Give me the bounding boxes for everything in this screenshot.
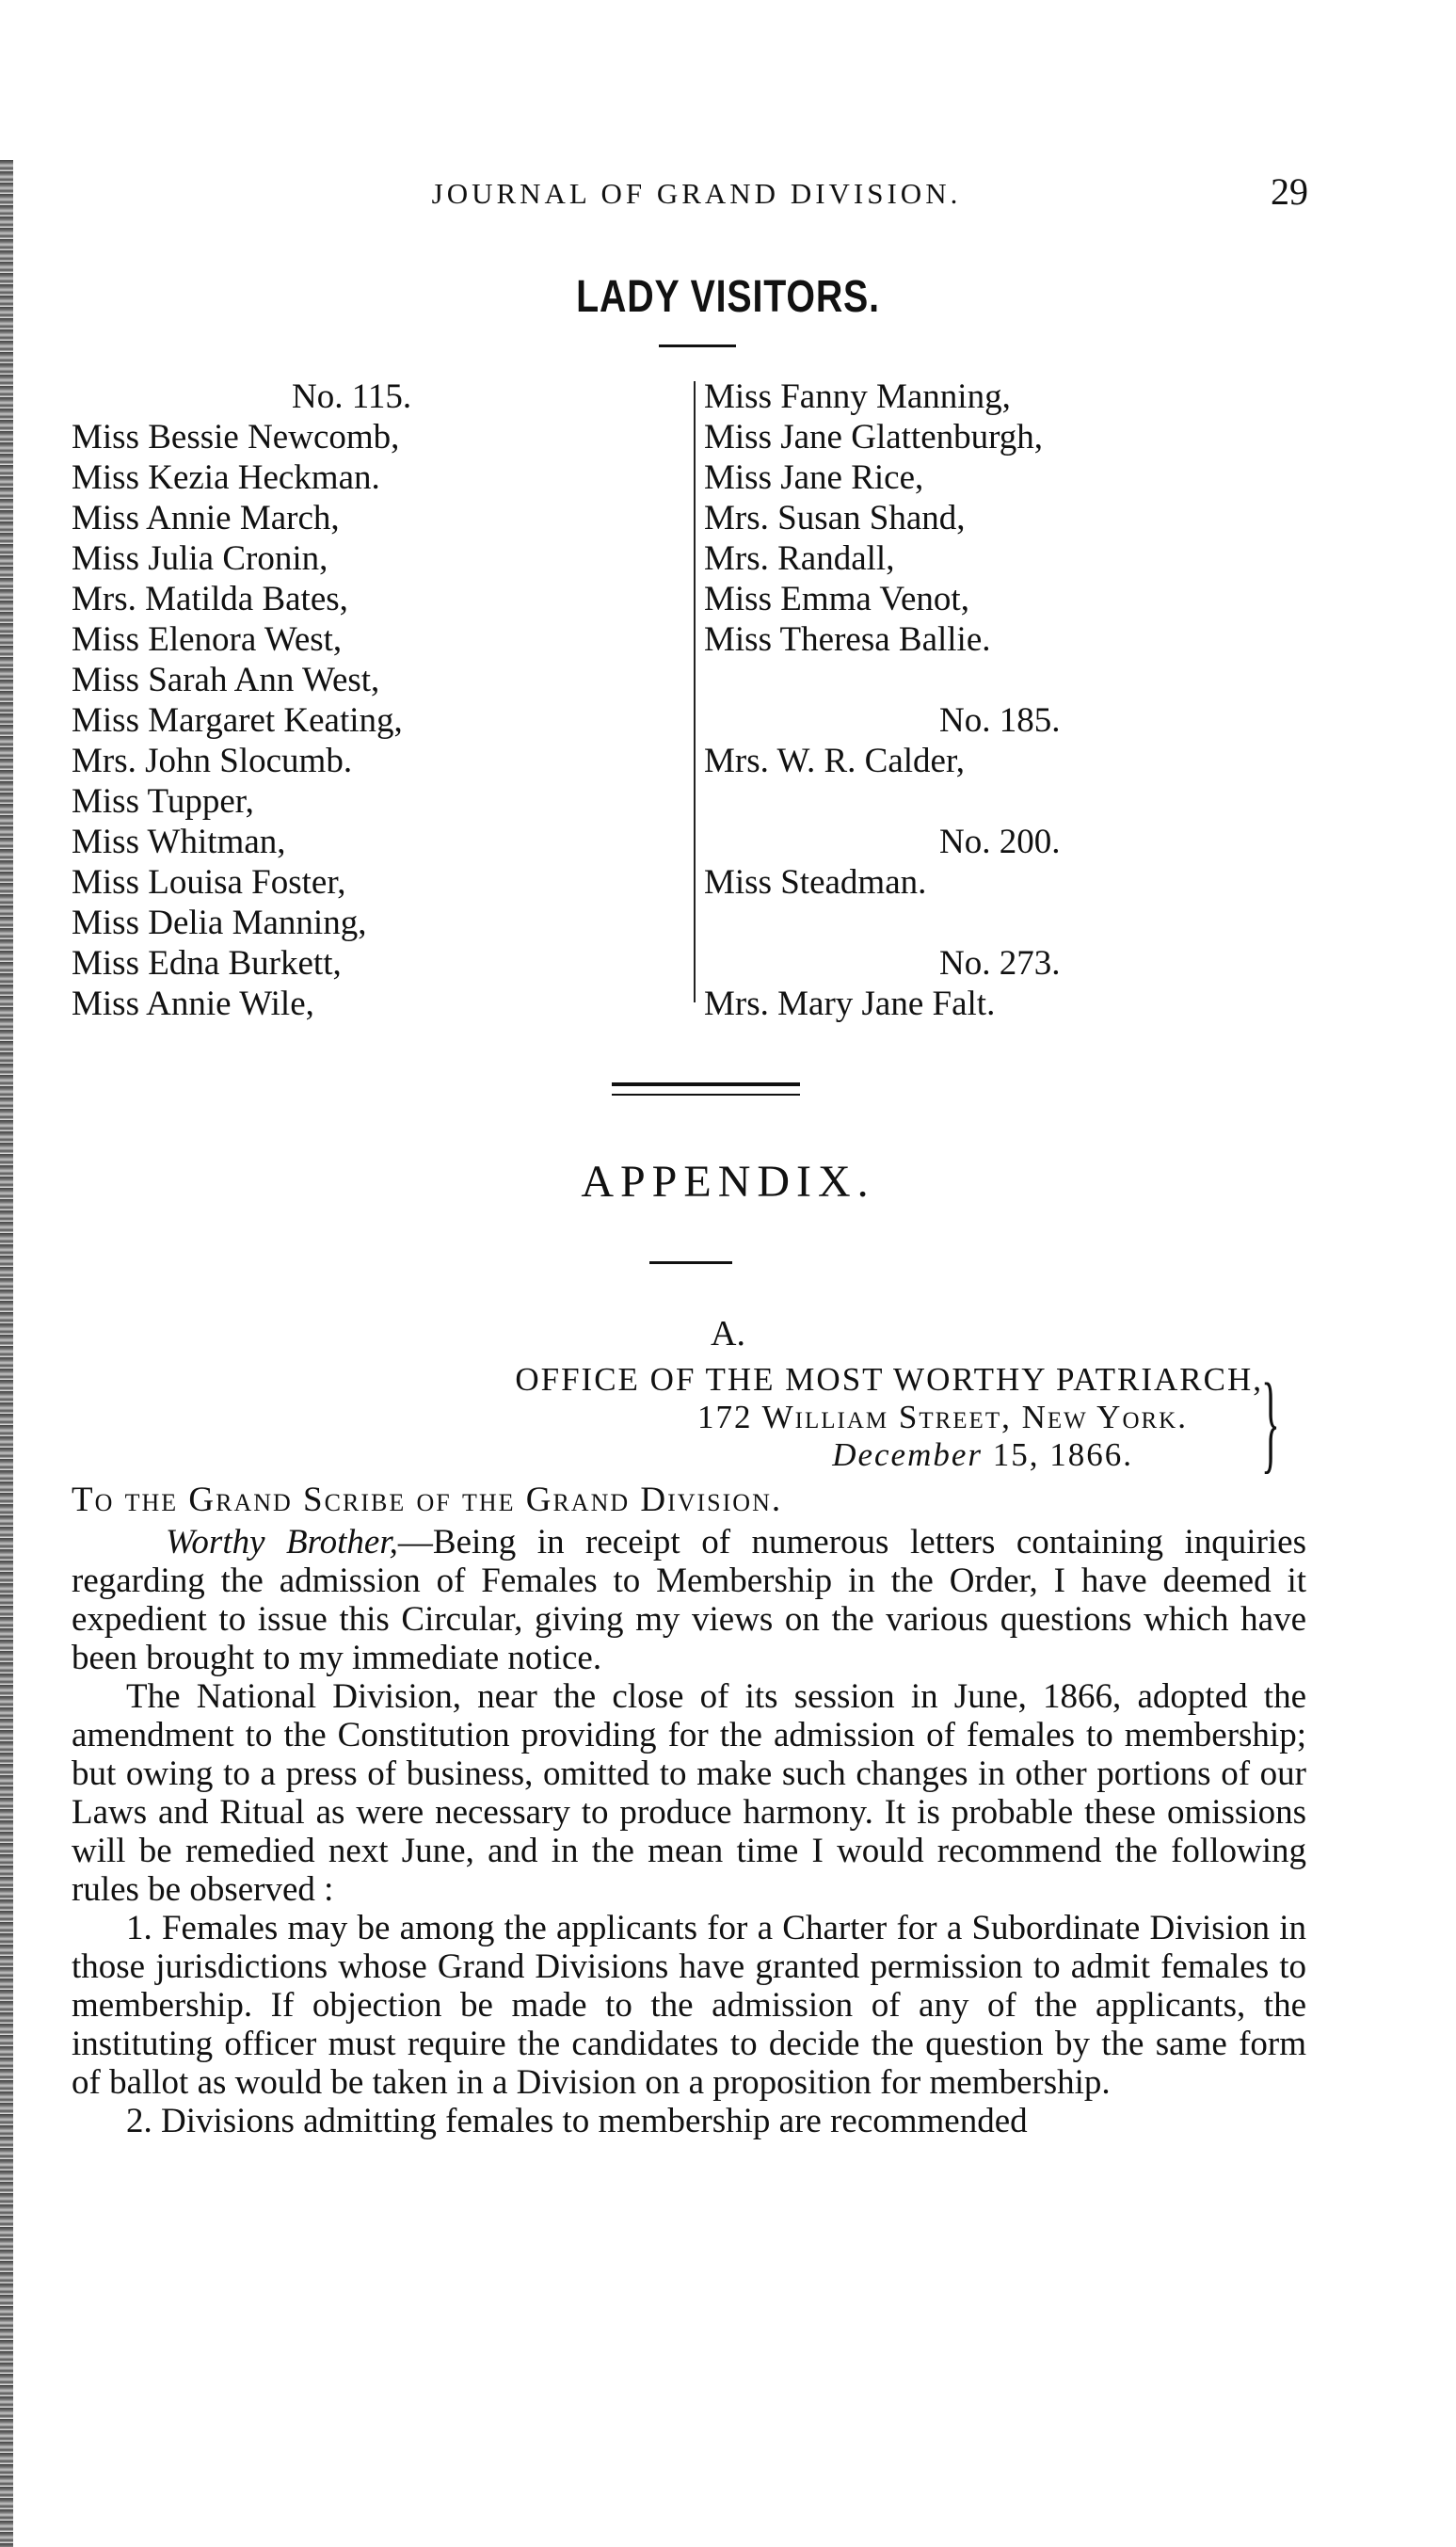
group-heading: No. 185. bbox=[939, 701, 1061, 740]
section-divider-thick bbox=[612, 1082, 800, 1086]
list-item: Mrs. W. R. Calder, bbox=[704, 742, 966, 780]
list-item: Miss Edna Burkett, bbox=[72, 944, 342, 983]
list-item: Miss Tupper, bbox=[72, 782, 254, 821]
left-column bbox=[72, 376, 693, 1024]
running-title: JOURNAL OF GRAND DIVISION. bbox=[431, 177, 962, 210]
group-heading: No. 200. bbox=[939, 823, 1061, 861]
list-item: Miss Fanny Manning, bbox=[704, 377, 1011, 416]
brace-glyph: } bbox=[1261, 1360, 1280, 1483]
paragraph: 1. Females may be among the applicants for a Charter for a Subordinate Division in those jurisdictions whose Grand Divisions have granted permission to admit females to membership. If objection be made to the admission of any of the applicants, the instituting officer must require the candidates to decide the question by the same form of ballot as would be taken in a Division on a proposition for membership. bbox=[72, 1909, 1306, 2102]
column-divider bbox=[694, 381, 696, 1002]
salutation: Worthy Brother, bbox=[166, 1523, 398, 1562]
list-item: Miss Louisa Foster, bbox=[72, 863, 346, 902]
group-heading: No. 273. bbox=[939, 944, 1061, 983]
paragraph bbox=[72, 1523, 1306, 1677]
section-divider-thin bbox=[612, 1094, 800, 1096]
office-line: OFFICE OF THE MOST WORTHY PATRIARCH, bbox=[515, 1361, 1263, 1398]
group-heading: No. 115. bbox=[292, 377, 412, 416]
list-item: Miss Margaret Keating, bbox=[72, 701, 403, 740]
letter-heading bbox=[331, 1361, 1263, 1474]
list-item: Miss Jane Glattenburgh, bbox=[704, 418, 1044, 457]
appendix-letter: A. bbox=[711, 1314, 745, 1354]
appendix-rule bbox=[649, 1261, 732, 1264]
list-item: Miss Elenora West, bbox=[72, 620, 343, 659]
list-item: Miss Jane Rice, bbox=[704, 458, 924, 497]
list-item: Mrs. Randall, bbox=[704, 539, 895, 578]
title-rule bbox=[659, 344, 736, 347]
letter-body bbox=[72, 1523, 1306, 2140]
section-title: LADY VISITORS. bbox=[576, 272, 880, 322]
address-line: 172 William Street, New York. bbox=[696, 1399, 1188, 1435]
list-item: Miss Theresa Ballie. bbox=[704, 620, 991, 659]
list-item: Miss Bessie Newcomb, bbox=[72, 418, 400, 457]
list-item: Mrs. John Slocumb. bbox=[72, 742, 353, 780]
paragraph: The National Division, near the close of its session in June, 1866, adopted the amendment to the Constitution providing for the admission of females to membership; but owing to a press of business, omitted to make such changes in other portions of our Laws and Ritual as were necessary to produce harmony. It is probable these omissions will be remedied next June, and in the mean time I would recommend the following rules be observed : bbox=[72, 1677, 1306, 1909]
list-item: Miss Julia Cronin, bbox=[72, 539, 328, 578]
list-item: Miss Whitman, bbox=[72, 823, 286, 861]
date-line bbox=[331, 1436, 1263, 1474]
list-item: Miss Annie March, bbox=[72, 499, 340, 537]
list-item: Miss Emma Venot, bbox=[704, 580, 969, 618]
paragraph: 2. Divisions admitting females to membership are recommended bbox=[126, 2102, 1028, 2140]
right-column bbox=[704, 376, 1382, 1024]
list-item: Miss Steadman. bbox=[704, 863, 927, 902]
date-day-year: 15, 1866. bbox=[983, 1436, 1133, 1473]
paragraph-text: —Being in receipt of numerous letters containing inquiries regarding the admission of Females to Membership in the Order, I have deemed it expedient to issue this Circular, giving my views on the various questions which have been brought to my immediate notice. bbox=[72, 1523, 1307, 1677]
addressee-line: To the Grand Scribe of the Grand Division. bbox=[72, 1481, 783, 1519]
list-item: Miss Sarah Ann West, bbox=[72, 661, 380, 699]
appendix-title: APPENDIX. bbox=[581, 1157, 875, 1207]
list-item: Miss Delia Manning, bbox=[72, 904, 367, 942]
date-month: December bbox=[832, 1436, 983, 1473]
list-item: Mrs. Mary Jane Falt. bbox=[704, 985, 996, 1023]
list-item: Mrs. Susan Shand, bbox=[704, 499, 966, 537]
list-item: Miss Annie Wile, bbox=[72, 985, 314, 1023]
page-number: 29 bbox=[1271, 170, 1308, 213]
list-item: Mrs. Matilda Bates, bbox=[72, 580, 348, 618]
list-item: Miss Kezia Heckman. bbox=[72, 458, 380, 497]
